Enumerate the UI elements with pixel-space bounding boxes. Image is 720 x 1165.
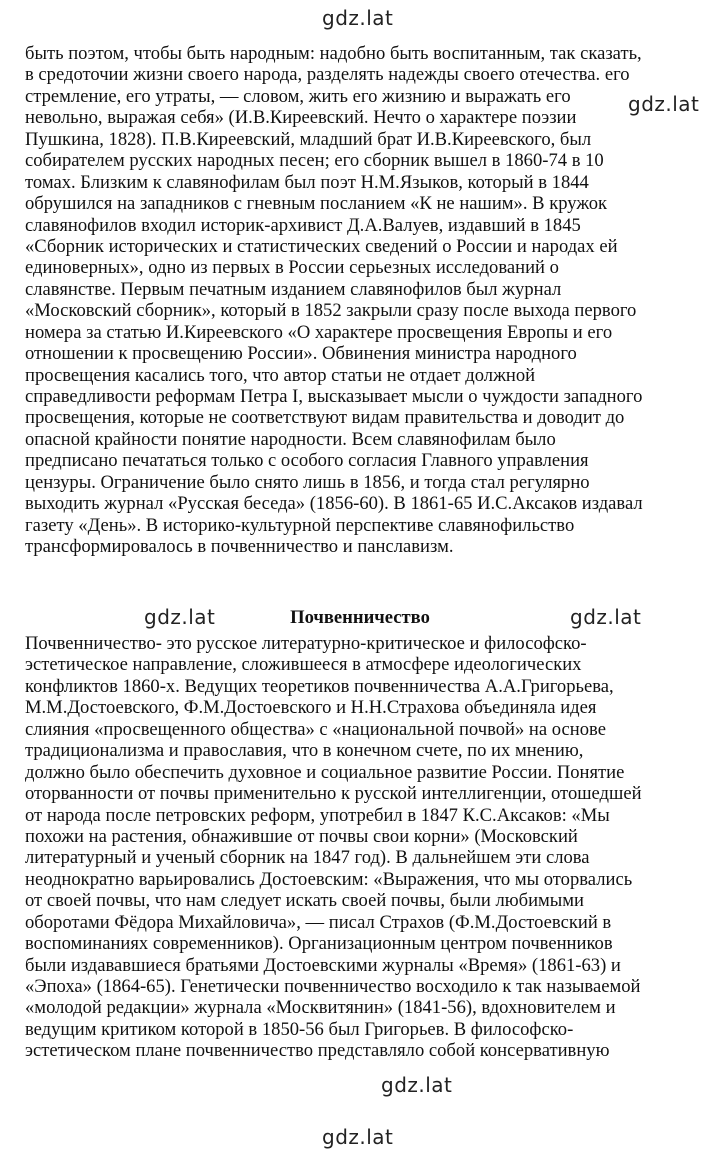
text-line: «Эпоха» (1864-65). Генетически почвенничество восходило к так называемой	[25, 976, 641, 997]
text-line: Почвенничество- это русское литературно-критическое и философско-	[25, 633, 587, 654]
text-line: справедливости реформам Петра I, высказывает мысли о чуждости западного	[25, 386, 643, 407]
text-line: просвещения касались того, что автор статьи не отдает должной	[25, 364, 536, 386]
text-line: быть поэтом, чтобы быть народным: надобно быть воспитанным, так сказать,	[25, 43, 642, 64]
text-line: слияния «просвещенного общества» с «национальной почвой» на основе	[25, 718, 606, 740]
text-line: трансформировалось в почвенничество и панславизм.	[25, 536, 454, 558]
text-line: опасной крайности понятие народности. Всем славянофилам было	[25, 428, 556, 450]
text-line: обрушился на западников с гневным посланием «К не нашим». В кружок	[25, 193, 608, 215]
watermark-mid-right: gdz.lat	[570, 605, 642, 629]
text-line: стремление, его утраты, — словом, жить его жизнию и выражать его	[25, 85, 571, 107]
text-line: литературный и ученый сборник на 1847 год). В дальнейшем эти слова	[25, 847, 590, 869]
text-line: конфликтов 1860-х. Ведущих теоретиков почвенничества А.А.Григорьева,	[25, 675, 614, 697]
watermark-right: gdz.lat	[628, 92, 700, 116]
text-line: оборотами Фёдора Михайловича», — писал Страхов (Ф.М.Достоевский в	[25, 911, 612, 933]
text-line: номера за статью И.Киреевского «О характере просвещения Европы и его	[25, 321, 613, 343]
text-line: эстетическое направление, сложившееся в атмосфере идеологических	[25, 654, 582, 676]
text-line: славянофилов входил историк-архивист Д.А.Валуев, издавший в 1845	[25, 214, 581, 236]
text-line: от народа после петровских реформ, употребил в 1847 К.С.Аксаков: «Мы	[25, 804, 610, 826]
text-line: просвещения, которые не соответствуют видам правительства и доводит до	[25, 407, 625, 429]
text-line: похожи на растения, обнажившие от почвы свои корни» (Московский	[25, 825, 578, 847]
text-line: неоднократно варьировались Достоевским: «Выражения, что мы оторвались	[25, 868, 633, 890]
text-line: воспоминаниях современников). Организационным центром почвенников	[25, 933, 613, 955]
text-line: Пушкина, 1828). П.В.Киреевский, младший брат И.В.Киреевского, был	[25, 128, 592, 150]
text-line: оторванности от почвы применительно к русской интеллигенции, отошедшей	[25, 783, 642, 805]
text-line: были издававшиеся братьями Достоевскими журналы «Время» (1861-63) и	[25, 954, 621, 976]
watermark-mid-left: gdz.lat	[144, 605, 216, 629]
text-line: ведущим критиком которой в 1850-56 был Григорьев. В философско-	[25, 1018, 574, 1040]
text-line: предписано печататься только с особого согласия Главного управления	[25, 450, 589, 472]
text-line: единоверных», одно из первых в России серьезных исследований о	[25, 257, 559, 279]
section-heading: Почвенничество	[290, 607, 430, 628]
text-line: традиционализма и православия, что в конечном счете, по их мнению,	[25, 740, 584, 762]
watermark-bottom-2: gdz.lat	[322, 1125, 394, 1149]
text-line: цензуры. Ограничение было снято лишь в 1856, и тогда стал регулярно	[25, 471, 590, 493]
pochvennichestvo-paragraph	[25, 633, 715, 1062]
text-line: М.М.Достоевского, Ф.М.Достоевского и Н.Н.Страхова объединяла идея	[25, 697, 597, 719]
text-line: «Московский сборник», который в 1852 закрыли сразу после выхода первого	[25, 300, 637, 322]
watermark-top: gdz.lat	[322, 6, 394, 30]
watermark-bottom-1: gdz.lat	[381, 1073, 453, 1097]
text-line: «молодой редакции» журнала «Москвитянин» (1841-56), вдохновителем и	[25, 997, 616, 1019]
text-line: газету «День». В историко-культурной перспективе славянофильство	[25, 514, 575, 536]
slavophile-paragraph	[25, 43, 715, 558]
text-line: собирателем русских народных песен; его сборник вышел в 1860-74 в 10	[25, 150, 604, 172]
text-line: в средоточии жизни своего народа, разделять надежды своего отечества. его	[25, 64, 630, 86]
text-line: выходить журнал «Русская беседа» (1856-60). В 1861-65 И.С.Аксаков издавал	[25, 493, 643, 515]
text-line: от своей почвы, что нам следует искать своей почвы, были любимыми	[25, 890, 585, 912]
text-line: «Сборник исторических и статистических сведений о России и народах ей	[25, 235, 618, 257]
text-line: эстетическом плане почвенничество представляло собой консервативную	[25, 1040, 610, 1062]
text-line: должно было обеспечить духовное и социальное развитие России. Понятие	[25, 761, 625, 783]
text-line: отношении к просвещению России». Обвинения министра народного	[25, 343, 577, 365]
text-line: томах. Близким к славянофилам был поэт Н.М.Языков, который в 1844	[25, 171, 589, 193]
text-line: славянстве. Первым печатным изданием славянофилов был журнал	[25, 278, 562, 300]
text-line: невольно, выражая себя» (И.В.Киреевский. Нечто о характере поэзии	[25, 107, 577, 129]
